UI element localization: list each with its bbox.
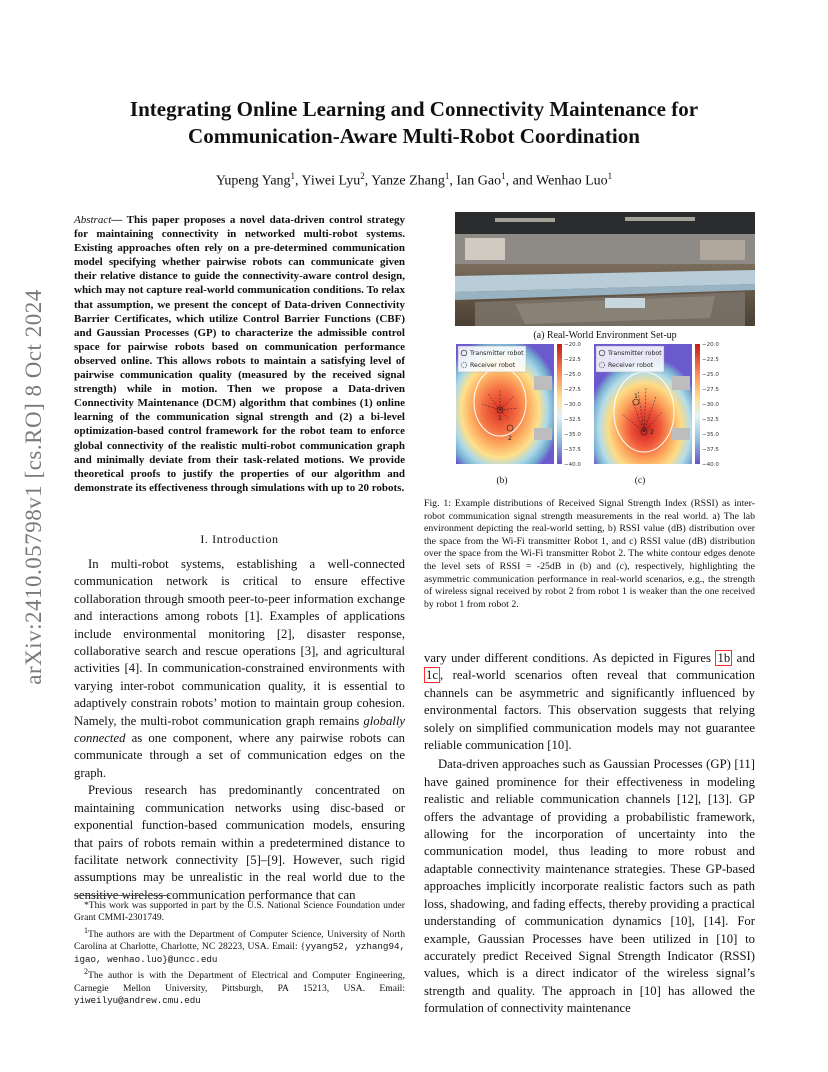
figure-caption: Fig. 1: Example distributions of Received Signal Strength Index (RSSI) as inter-robot communication signal strength measurements in the real world. a) The lab environment depicting the real-world setting, b) RSSI value (dB) distribution over the space from the Wi-Fi transmitter Robot 1, and c) RSSI value (dB) distribution over the space from the Wi-Fi transmitter Robot 2. The white contour edges denote the level sets of RSSI = -25dB in (b) and (c), respectively, highlighting the asymmetric communication performance in real-world scenarios, e.g., the strength of wireless signal received by robot 2 from robot 1 is weaker than the one received by robot 1 from robot 2. (424, 498, 755, 610)
paragraph-text: In multi-robot systems, establishing a well-connected communication network is critical to ensure effective collaboration through smooth peer-to-peer information exchange and interactions among robots [1]. Examples of applications include environmental monitoring [2], disaster response, collaborative search and rescue operations [3], and agricultural activities [4]. In communication-constrained environments with varying inter-robot communication quality, it is essential to adaptively constrain robots’ motion to maintain group cohesion. Namely, the multi-robot communication graph remains (74, 557, 405, 728)
footnote-affiliation-1 (74, 925, 405, 966)
emphasis-text: globally connected (74, 713, 405, 746)
colorbar (695, 344, 700, 464)
footnote-text: The authors are with the Department of Computer Science, University of North Carolina at Charlotte, Charlotte, NC 28223, USA. Email: (74, 929, 405, 953)
colorbar-tick: −35.0 (564, 432, 581, 438)
arxiv-identifier-stamp (14, 289, 54, 685)
robot-label: 1 (498, 415, 502, 422)
rssi-heatmap-robot2 (592, 340, 732, 470)
colorbar-tick: −27.5 (564, 387, 581, 393)
subfigure-caption-b: (b) (496, 476, 508, 486)
colorbar-tick: −35.0 (702, 432, 719, 438)
footnote-affiliation-2 (74, 966, 405, 1007)
left-column-body (74, 556, 405, 904)
body-paragraph (74, 556, 405, 782)
footnote-rule (74, 895, 170, 896)
body-paragraph: Data-driven approaches such as Gaussian Processes (GP) [11] have gained prominence for their effectiveness in modeling realistic and reliable communication channels [12], [13]. GP offers the advantage of providing a probabilistic framework, allowing for the incorporation of uncertainty into the communication model, thus leading to more robust and adaptable connectivity maintenance strategies. These GP-based approaches implicitly incorporate realistic factors such as path loss, shadowing, and fading effects, thereby providing a practical understanding of communication dynamics [10], [14]. For example, Gaussian Processes have been utilized in [10] to accurately predict Received Signal Strength Indicator (RSSI) values, which is a direct indicator of the wireless signal’s strength and quality. The approach in [10] has allowed the formulation of connectivity maintenance (424, 757, 755, 1016)
rssi-heatmap-robot1 (454, 340, 594, 470)
subfigure-caption-a: (a) Real-World Environment Set-up (533, 330, 677, 341)
body-paragraph (424, 650, 755, 754)
author-name: Yupeng Yang (215, 173, 291, 189)
author-affiliation-mark: 2 (360, 171, 365, 181)
lab-photo-illustration (455, 212, 755, 326)
email-list[interactable]: yyang52, yzhang94, igao, wenhao.luo (74, 941, 405, 965)
colorbar-tick: −22.5 (564, 357, 581, 363)
footnote-mark: 1 (84, 925, 88, 935)
section-heading-introduction: I. Introduction (200, 532, 279, 546)
author-list (80, 171, 748, 190)
footnote-text: The author is with the Department of Electrical and Computer Engineering, Carnegie Mellon University, Pittsburgh, PA 15213, USA. Email: (74, 970, 405, 994)
colorbar-tick: −30.0 (564, 402, 581, 408)
colorbar-tick: −20.0 (702, 342, 719, 348)
colorbar-tick: −22.5 (702, 357, 719, 363)
abstract (74, 213, 405, 495)
lab-environment-photo (455, 212, 755, 326)
abstract-text: This paper proposes a novel data-driven control strategy for maintaining connectivity in networked multi-robot systems. Existing approaches often rely on a pre-determined communication model specifying whether pairwise robots can communicate given their relative distance to guide the connectivity-aware control design, which may not capture real-world communication conditions. To relax that assumption, we present the concept of Data-driven Connectivity Barrier Certificates, which utilize Control Barrier Functions (CBF) and Gaussian Processes (GP) to characterize the admissible control space for pairwise robots based on communication performance observed online. This allows robots to maintain a satisfying level of pairwise communication quality (measured by the received signal strength) while in motion. Then we propose a Data-driven Connectivity Maintenance (DCM) algorithm that combines (1) online learning of the communication signal strength and (2) a bi-level optimization-based control framework for the robot team to enforce global connectivity of the realistic multi-robot communication graph and minimally deviate from their task-related motions. We provide theoretical proofs to justify the properties of our algorithm and demonstrate its effectiveness through simulations with up to 20 robots. (74, 214, 405, 494)
figure-reference-1c[interactable]: 1c (426, 668, 438, 683)
author-affiliation-mark: 1 (444, 171, 450, 181)
abstract-label: Abstract (74, 214, 112, 226)
paragraph-text: as one component, where any pairwise robots can communicate through a set of communication edges on the graph. (74, 731, 405, 780)
title-line-2: Communication-Aware Multi-Robot Coordination (188, 124, 640, 148)
footnote-funding: *This work was supported in part by the U.S. National Science Foundation under Grant CMMI-2301749. (74, 900, 405, 924)
email-domain[interactable]: }@uncc.edu (162, 953, 218, 965)
author-name: Yiwei Lyu (301, 173, 361, 189)
author-separator: , (295, 173, 302, 189)
colorbar-tick: −32.5 (564, 417, 581, 423)
subfigure-caption-c: (c) (634, 476, 646, 486)
author-name: Wenhao Luo (536, 173, 608, 189)
colorbar-tick: −40.0 (564, 462, 581, 468)
paragraph-text: , real-world scenarios often reveal that communication channels can be asymmetric and significantly influenced by environmental factors. This observation suggests that relying solely on simplified communication models may not guarantee reliable communication [10]. (424, 668, 755, 753)
figure-reference-1b[interactable]: 1b (717, 651, 731, 665)
colorbar-tick: −20.0 (564, 342, 581, 348)
author-affiliation-mark: 1 (501, 171, 506, 181)
abstract-dash: — (111, 214, 127, 226)
right-column-body (424, 650, 755, 1018)
author-affiliation-mark: 1 (290, 171, 296, 181)
colorbar-tick: −37.5 (702, 447, 719, 453)
colorbar (557, 344, 562, 464)
title-line-1: Integrating Online Learning and Connectivity Maintenance for (129, 97, 699, 121)
legend-transmitter: Transmitter robot (470, 350, 524, 357)
arxiv-stamp-text: arXiv:2410.05798v1 [cs.RO] 8 Oct 2024 (21, 289, 46, 685)
robot-label: 1 (634, 393, 638, 400)
colorbar-tick: −37.5 (564, 447, 581, 453)
footnotes (74, 895, 405, 1008)
legend-receiver: Receiver robot (470, 362, 516, 369)
colorbar-tick: −27.5 (702, 387, 719, 393)
robot-label: 2 (508, 435, 512, 442)
legend-transmitter: Transmitter robot (608, 350, 662, 357)
heatmap-c-canvas (592, 340, 732, 470)
heatmap-b-canvas (454, 340, 594, 470)
author-conjunction: , and (505, 173, 537, 189)
robot-label: 2 (650, 429, 654, 436)
colorbar-tick: −40.0 (702, 462, 719, 468)
colorbar-tick: −30.0 (702, 402, 719, 408)
footnote-mark: 2 (84, 967, 88, 977)
colorbar-tick: −25.0 (702, 372, 719, 378)
paragraph-text: and (732, 651, 756, 665)
paragraph-text: vary under different conditions. As depicted in Figures (424, 651, 716, 665)
author-affiliation-mark: 1 (607, 171, 613, 181)
author-separator: , (364, 173, 372, 189)
legend-receiver: Receiver robot (608, 362, 654, 369)
paper-title (80, 96, 748, 150)
body-paragraph: Previous research has predominantly concentrated on maintaining communication networks using disc-based or exponential function-based communication models, ensuring that pairs of robots remain within a predetermined distance to facilitate network connectivity [5]–[9]. However, such rigid assumptions may be unrealistic in the real world due to the sensitive wireless communication performance that can (74, 783, 405, 902)
email-address[interactable]: yiweilyu@andrew.cmu.edu (74, 995, 201, 1007)
email-brace: { (300, 941, 306, 953)
author-name: Yanze Zhang (371, 173, 445, 189)
author-separator: , (449, 173, 457, 189)
colorbar-tick: −32.5 (702, 417, 719, 423)
author-name: Ian Gao (456, 173, 502, 189)
colorbar-tick: −25.0 (564, 372, 581, 378)
